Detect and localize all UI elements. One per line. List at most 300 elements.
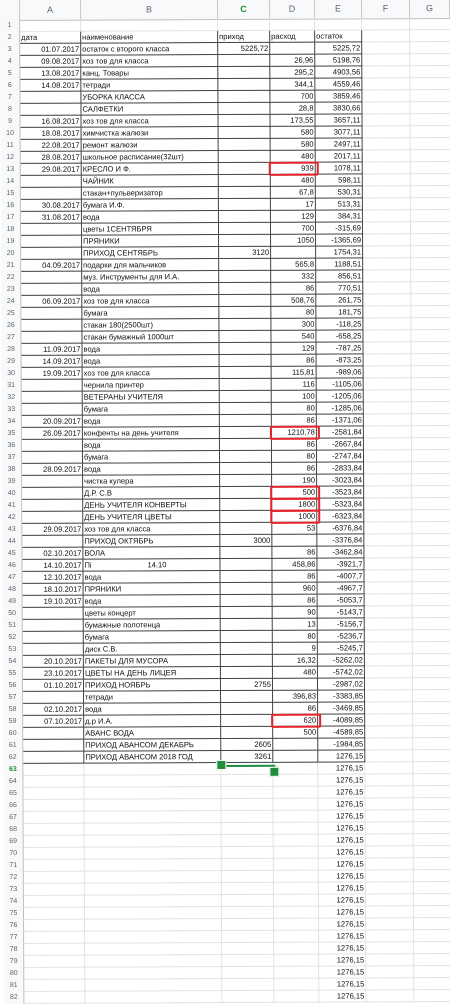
cell-d[interactable] [272, 487, 317, 499]
cell-f[interactable] [363, 138, 411, 150]
cell-a[interactable] [20, 80, 81, 92]
cell-g[interactable] [414, 846, 450, 858]
cell-f[interactable] [364, 474, 412, 486]
cell-b[interactable] [81, 67, 218, 80]
cell-g[interactable] [410, 66, 450, 78]
cell-b[interactable] [83, 511, 220, 524]
cell-f[interactable] [362, 18, 410, 30]
cell-g[interactable] [411, 330, 450, 342]
row-number[interactable]: 51 [3, 620, 23, 632]
row-number[interactable]: 16 [1, 200, 21, 212]
row-number[interactable]: 74 [4, 896, 24, 908]
cell-c[interactable] [222, 811, 274, 823]
row-number[interactable]: 62 [3, 752, 23, 764]
cell-d[interactable] [272, 415, 317, 427]
cell-d[interactable] [272, 367, 317, 379]
row-number[interactable]: 23 [1, 284, 21, 296]
cell-a[interactable] [20, 56, 81, 68]
cell-b[interactable] [85, 955, 222, 968]
cell-f[interactable] [365, 630, 413, 642]
cell-g[interactable] [413, 666, 450, 678]
row-number[interactable]: 2 [0, 32, 20, 44]
cell-d[interactable] [274, 991, 319, 1003]
cell-d[interactable] [273, 691, 318, 703]
cell-f[interactable] [365, 750, 413, 762]
cell-e[interactable] [317, 474, 364, 486]
cell-a[interactable] [23, 728, 84, 740]
cell-d[interactable] [271, 259, 316, 271]
cell-b[interactable] [84, 799, 221, 812]
cell-g[interactable] [411, 186, 450, 198]
cell-b[interactable] [84, 715, 221, 728]
cell-c[interactable] [220, 463, 272, 475]
selection-handle-end[interactable] [269, 767, 279, 777]
cell-a[interactable] [24, 932, 85, 944]
cell-b[interactable] [85, 895, 222, 908]
cell-b[interactable] [83, 487, 220, 500]
cell-d[interactable] [271, 331, 316, 343]
row-number[interactable]: 20 [1, 248, 21, 260]
cell-f[interactable] [364, 402, 412, 414]
cell-e[interactable] [315, 90, 362, 102]
cell-e[interactable] [318, 618, 365, 630]
cell-d[interactable] [272, 499, 317, 511]
cell-b[interactable] [81, 103, 218, 116]
cell-c[interactable] [218, 79, 270, 91]
cell-c[interactable] [221, 667, 273, 679]
cell-e[interactable] [317, 486, 364, 498]
cell-b[interactable] [83, 355, 220, 368]
cell-c[interactable] [221, 595, 273, 607]
row-number[interactable]: 28 [2, 344, 22, 356]
cell-e[interactable] [318, 714, 365, 726]
cell-d[interactable] [274, 907, 319, 919]
row-number[interactable]: 5 [0, 68, 20, 80]
cell-f[interactable] [364, 378, 412, 390]
cell-b[interactable] [83, 559, 220, 572]
cell-f[interactable] [366, 882, 414, 894]
cell-d[interactable] [272, 571, 317, 583]
cell-e[interactable] [316, 246, 363, 258]
cell-b[interactable] [84, 643, 221, 656]
cell-c[interactable] [220, 427, 272, 439]
cell-b[interactable] [81, 19, 218, 32]
cell-e[interactable] [316, 198, 363, 210]
cell-g[interactable] [412, 534, 450, 546]
cell-b[interactable] [84, 763, 221, 776]
cell-e[interactable] [316, 150, 363, 162]
cell-b[interactable] [84, 691, 221, 704]
cell-c[interactable] [219, 139, 271, 151]
cell-e[interactable] [316, 138, 363, 150]
row-number[interactable]: 64 [3, 776, 23, 788]
cell-c[interactable] [222, 835, 274, 847]
cell-e[interactable] [316, 174, 363, 186]
cell-f[interactable] [365, 642, 413, 654]
row-number[interactable]: 61 [3, 740, 23, 752]
cell-a[interactable] [22, 512, 83, 524]
cell-f[interactable] [363, 114, 411, 126]
row-number[interactable]: 33 [2, 404, 22, 416]
cell-f[interactable] [363, 318, 411, 330]
cell-c[interactable] [220, 367, 272, 379]
cell-e[interactable] [318, 594, 365, 606]
cell-g[interactable] [414, 978, 450, 990]
row-number[interactable]: 67 [4, 812, 24, 824]
cell-b[interactable] [83, 475, 220, 488]
cell-g[interactable] [414, 858, 450, 870]
cell-g[interactable] [413, 618, 450, 630]
cell-f[interactable] [363, 246, 411, 258]
cell-f[interactable] [362, 30, 410, 42]
cell-d[interactable] [271, 283, 316, 295]
cell-b[interactable] [82, 235, 219, 248]
cell-b[interactable] [84, 703, 221, 716]
cell-b[interactable] [84, 667, 221, 680]
cell-a[interactable] [21, 140, 82, 152]
cell-d[interactable] [273, 703, 318, 715]
cell-e[interactable] [315, 102, 362, 114]
cell-c[interactable] [219, 247, 271, 259]
cell-d[interactable] [274, 967, 319, 979]
cell-a[interactable] [22, 536, 83, 548]
cell-c[interactable] [222, 979, 274, 991]
cell-b[interactable] [83, 439, 220, 452]
cell-d[interactable] [271, 127, 316, 139]
cell-d[interactable] [273, 667, 318, 679]
cell-a[interactable] [22, 428, 83, 440]
cell-f[interactable] [365, 594, 413, 606]
column-header-b[interactable]: B [81, 0, 218, 20]
cell-f[interactable] [364, 522, 412, 534]
cell-c[interactable] [221, 607, 273, 619]
cell-g[interactable] [412, 546, 450, 558]
cell-g[interactable] [412, 426, 450, 438]
cell-c[interactable] [221, 619, 273, 631]
cell-a[interactable] [22, 344, 83, 356]
cell-b[interactable] [82, 127, 219, 140]
row-number[interactable]: 6 [0, 80, 20, 92]
cell-a[interactable] [23, 740, 84, 752]
cell-e[interactable] [317, 390, 364, 402]
row-number[interactable]: 26 [1, 320, 21, 332]
row-number[interactable]: 10 [1, 128, 21, 140]
cell-e[interactable] [319, 918, 366, 930]
cell-a[interactable] [24, 836, 85, 848]
column-header-e[interactable]: E [315, 0, 362, 19]
cell-f[interactable] [363, 186, 411, 198]
row-number[interactable]: 69 [4, 836, 24, 848]
cell-d[interactable] [270, 31, 315, 43]
cell-d[interactable] [273, 799, 318, 811]
cell-a[interactable] [22, 452, 83, 464]
cell-a[interactable] [22, 548, 83, 560]
row-number[interactable]: 15 [1, 188, 21, 200]
cell-a[interactable] [22, 500, 83, 512]
cell-g[interactable] [414, 870, 450, 882]
cell-f[interactable] [363, 162, 411, 174]
cell-a[interactable] [21, 236, 82, 248]
cell-b[interactable] [83, 415, 220, 428]
cell-c[interactable] [219, 187, 271, 199]
cell-f[interactable] [363, 270, 411, 282]
cell-a[interactable] [23, 668, 84, 680]
cell-c[interactable] [222, 883, 274, 895]
cell-g[interactable] [411, 126, 450, 138]
row-number[interactable]: 58 [3, 704, 23, 716]
cell-e[interactable] [318, 726, 365, 738]
cell-e[interactable] [316, 258, 363, 270]
cell-g[interactable] [411, 138, 450, 150]
cell-g[interactable] [411, 294, 450, 306]
cell-b[interactable] [84, 679, 221, 692]
cell-d[interactable] [274, 931, 319, 943]
cell-a[interactable] [22, 524, 83, 536]
cell-f[interactable] [363, 342, 411, 354]
cell-c[interactable] [222, 967, 274, 979]
cell-e[interactable] [317, 414, 364, 426]
cell-e[interactable] [317, 510, 364, 522]
cell-b[interactable] [82, 163, 219, 176]
cell-f[interactable] [365, 666, 413, 678]
cell-c[interactable] [221, 703, 273, 715]
cell-d[interactable] [273, 763, 318, 775]
cell-f[interactable] [362, 54, 410, 66]
cell-f[interactable] [365, 714, 413, 726]
cell-f[interactable] [366, 990, 414, 1002]
cell-b[interactable] [85, 835, 222, 848]
cell-b[interactable] [83, 403, 220, 416]
column-header-g[interactable]: G [410, 0, 450, 18]
cell-d[interactable] [271, 151, 316, 163]
cell-a[interactable] [23, 632, 84, 644]
cell-e[interactable] [318, 702, 365, 714]
cell-b[interactable] [82, 319, 219, 332]
cell-f[interactable] [366, 918, 414, 930]
row-number[interactable]: 43 [2, 524, 22, 536]
cell-e[interactable] [316, 162, 363, 174]
row-number[interactable]: 68 [4, 824, 24, 836]
cell-g[interactable] [413, 642, 450, 654]
cell-b[interactable] [82, 151, 219, 164]
cell-e[interactable] [317, 354, 364, 366]
cell-b[interactable] [82, 259, 219, 272]
row-number[interactable]: 30 [2, 368, 22, 380]
cell-e[interactable] [319, 906, 366, 918]
cell-f[interactable] [364, 486, 412, 498]
cell-d[interactable] [274, 859, 319, 871]
cell-b[interactable] [84, 619, 221, 632]
cell-f[interactable] [366, 870, 414, 882]
row-number[interactable]: 72 [4, 872, 24, 884]
cell-g[interactable] [414, 990, 450, 1002]
cell-g[interactable] [411, 210, 450, 222]
row-number[interactable]: 56 [3, 680, 23, 692]
cell-a[interactable] [21, 176, 82, 188]
cell-a[interactable] [24, 848, 85, 860]
cell-c[interactable] [219, 223, 271, 235]
cell-d[interactable] [273, 643, 318, 655]
cell-g[interactable] [412, 474, 450, 486]
cell-g[interactable] [414, 918, 450, 930]
cell-c[interactable] [221, 643, 273, 655]
cell-f[interactable] [363, 150, 411, 162]
cell-b[interactable] [82, 139, 219, 152]
cell-a[interactable] [23, 800, 84, 812]
cell-d[interactable] [272, 391, 317, 403]
cell-d[interactable] [274, 955, 319, 967]
cell-c[interactable] [218, 31, 270, 43]
cell-b[interactable] [85, 967, 222, 980]
cell-e[interactable] [316, 114, 363, 126]
cell-b[interactable] [82, 175, 219, 188]
cell-b[interactable] [85, 979, 222, 992]
cell-b[interactable] [83, 367, 220, 380]
cell-d[interactable] [274, 943, 319, 955]
cell-b[interactable] [85, 871, 222, 884]
cell-d[interactable] [270, 43, 315, 55]
cell-g[interactable] [414, 966, 450, 978]
cell-c[interactable] [222, 823, 274, 835]
cell-a[interactable] [23, 584, 84, 596]
cell-d[interactable] [274, 895, 319, 907]
cell-e[interactable] [317, 546, 364, 558]
cell-c[interactable] [220, 355, 272, 367]
cell-b[interactable] [85, 883, 222, 896]
row-number[interactable]: 47 [2, 572, 22, 584]
cell-d[interactable] [273, 619, 318, 631]
cell-a[interactable] [24, 980, 85, 992]
cell-f[interactable] [364, 534, 412, 546]
cell-e[interactable] [319, 822, 366, 834]
cell-c[interactable] [220, 487, 272, 499]
row-number[interactable]: 27 [1, 332, 21, 344]
cell-c[interactable] [222, 919, 274, 931]
column-header-d[interactable]: D [270, 0, 315, 19]
row-number[interactable]: 45 [2, 548, 22, 560]
cell-c[interactable] [218, 67, 270, 79]
cell-e[interactable] [317, 378, 364, 390]
cell-b[interactable] [83, 571, 220, 584]
cell-a[interactable] [24, 860, 85, 872]
cell-g[interactable] [414, 882, 450, 894]
cell-f[interactable] [365, 582, 413, 594]
cell-c[interactable] [221, 631, 273, 643]
cell-f[interactable] [365, 762, 413, 774]
cell-d[interactable] [270, 103, 315, 115]
cell-c[interactable] [219, 271, 271, 283]
cell-g[interactable] [410, 54, 450, 66]
cell-f[interactable] [365, 798, 413, 810]
row-number[interactable]: 39 [2, 476, 22, 488]
cell-f[interactable] [364, 438, 412, 450]
cell-f[interactable] [366, 894, 414, 906]
cell-c[interactable] [221, 583, 273, 595]
cell-c[interactable] [222, 847, 274, 859]
cell-f[interactable] [363, 294, 411, 306]
cell-f[interactable] [366, 810, 414, 822]
cell-c[interactable] [220, 523, 272, 535]
cell-e[interactable] [316, 342, 363, 354]
cell-g[interactable] [412, 510, 450, 522]
cell-f[interactable] [364, 570, 412, 582]
cell-e[interactable] [317, 522, 364, 534]
cell-a[interactable] [23, 704, 84, 716]
cell-b[interactable] [82, 247, 219, 260]
row-number[interactable]: 66 [3, 800, 23, 812]
cell-b[interactable] [82, 211, 219, 224]
cell-c[interactable] [221, 775, 273, 787]
cell-g[interactable] [411, 306, 450, 318]
cell-e[interactable] [316, 306, 363, 318]
cell-e[interactable] [317, 366, 364, 378]
cell-c[interactable] [220, 499, 272, 511]
cell-f[interactable] [366, 858, 414, 870]
cell-c[interactable] [218, 19, 270, 31]
cell-a[interactable] [21, 248, 82, 260]
cell-e[interactable] [318, 654, 365, 666]
cell-e[interactable] [315, 78, 362, 90]
cell-a[interactable] [22, 488, 83, 500]
row-number[interactable]: 52 [3, 632, 23, 644]
row-number[interactable]: 29 [2, 356, 22, 368]
cell-a[interactable] [21, 152, 82, 164]
row-number[interactable]: 4 [0, 56, 20, 68]
cell-b[interactable] [82, 115, 219, 128]
cell-f[interactable] [366, 942, 414, 954]
cell-d[interactable] [274, 979, 319, 991]
cell-f[interactable] [366, 834, 414, 846]
cell-g[interactable] [412, 438, 450, 450]
cell-a[interactable] [24, 824, 85, 836]
cell-c[interactable] [220, 559, 272, 571]
cell-c[interactable] [220, 439, 272, 451]
cell-c[interactable] [222, 871, 274, 883]
cell-c[interactable] [219, 115, 271, 127]
row-number[interactable]: 49 [3, 596, 23, 608]
cell-g[interactable] [412, 402, 450, 414]
cell-f[interactable] [365, 726, 413, 738]
cell-d[interactable] [272, 439, 317, 451]
cell-d[interactable] [272, 403, 317, 415]
cell-b[interactable] [83, 499, 220, 512]
cell-d[interactable] [272, 511, 317, 523]
cell-c[interactable] [220, 511, 272, 523]
cell-a[interactable] [23, 596, 84, 608]
row-number[interactable]: 42 [2, 512, 22, 524]
cell-c[interactable] [220, 379, 272, 391]
row-number[interactable]: 36 [2, 440, 22, 452]
cell-a[interactable] [23, 656, 84, 668]
cell-c[interactable] [219, 307, 271, 319]
cell-f[interactable] [364, 558, 412, 570]
row-number[interactable]: 21 [1, 260, 21, 272]
cell-b[interactable] [84, 631, 221, 644]
cell-b[interactable] [81, 31, 218, 44]
cell-b[interactable] [83, 451, 220, 464]
cell-d[interactable] [271, 187, 316, 199]
cell-d[interactable] [272, 463, 317, 475]
cell-g[interactable] [413, 678, 450, 690]
cell-e[interactable] [318, 630, 365, 642]
row-number[interactable]: 78 [4, 944, 24, 956]
cell-d[interactable] [272, 559, 317, 571]
cell-f[interactable] [366, 822, 414, 834]
cell-a[interactable] [20, 68, 81, 80]
cell-d[interactable] [274, 871, 319, 883]
cell-a[interactable] [22, 416, 83, 428]
cell-e[interactable] [319, 870, 366, 882]
